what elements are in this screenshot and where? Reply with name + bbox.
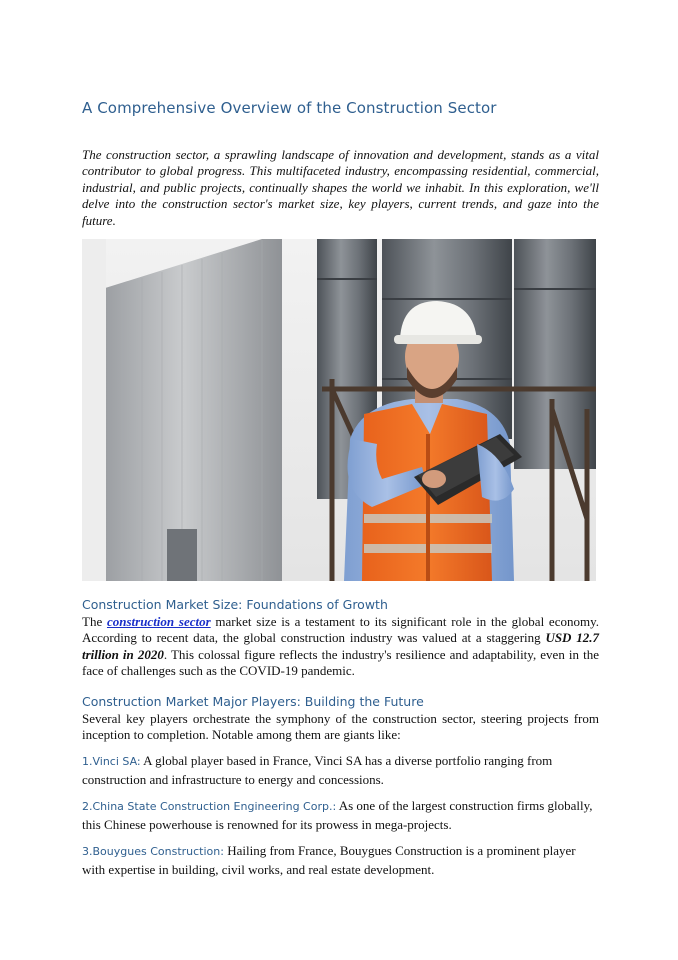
hero-image (82, 239, 596, 581)
list-item-label: 1.Vinci SA: (82, 755, 141, 768)
list-item-label: 3.Bouygues Construction: (82, 845, 224, 858)
list-item (82, 797, 599, 834)
construction-sector-link[interactable]: construction sector (106, 614, 211, 629)
market-size-text-2: market size is a testament to its significant role in the global economy. According to recent data, the global construction industry was valued at a staggering (82, 614, 599, 646)
market-size-text-3: . This colossal figure reflects the industry's resilience and adaptability, even in the face of challenges such as the COVID-19 pandemic. (82, 646, 599, 679)
intro-paragraph: The construction sector, a sprawling landscape of innovation and development, stands as a vital contributor to global progress. This multifaceted industry, encompassing residential, commercial, industrial, and public projects, continually shapes the world we inhabit. In this exploration, we'll delve into the construction sector's market size, key players, current trends, and gaze into the future. (82, 147, 599, 228)
list-item-label: 2.China State Construction Engineering Corp.: (82, 800, 337, 813)
major-players-intro: Several key players orchestrate the symphony of the construction sector, steering projects from inception to completion. Notable among them are giants like: (82, 711, 599, 743)
list-item-text: A global player based in France, Vinci SA has a diverse portfolio ranging from construction and infrastructure to energy and concessions. (82, 753, 553, 787)
market-value-emphasis: USD 12.7 trillion in 2020 (82, 630, 599, 662)
market-size-text-1: The (82, 614, 107, 629)
construction-worker-illustration (82, 239, 596, 581)
list-item-text: As one of the largest construction firms globally, this Chinese powerhouse is renowned for its prowess in mega-projects. (82, 798, 593, 832)
major-players-heading: Construction Market Major Players: Building the Future (82, 694, 424, 709)
market-size-heading: Construction Market Size: Foundations of Growth (82, 597, 388, 612)
list-item-text: Hailing from France, Bouygues Construction is a prominent player with expertise in building, civil works, and real estate development. (82, 843, 576, 877)
list-item (82, 842, 599, 879)
market-size-paragraph (82, 614, 599, 680)
page-title: A Comprehensive Overview of the Construction Sector (82, 99, 497, 117)
list-item (82, 752, 599, 789)
